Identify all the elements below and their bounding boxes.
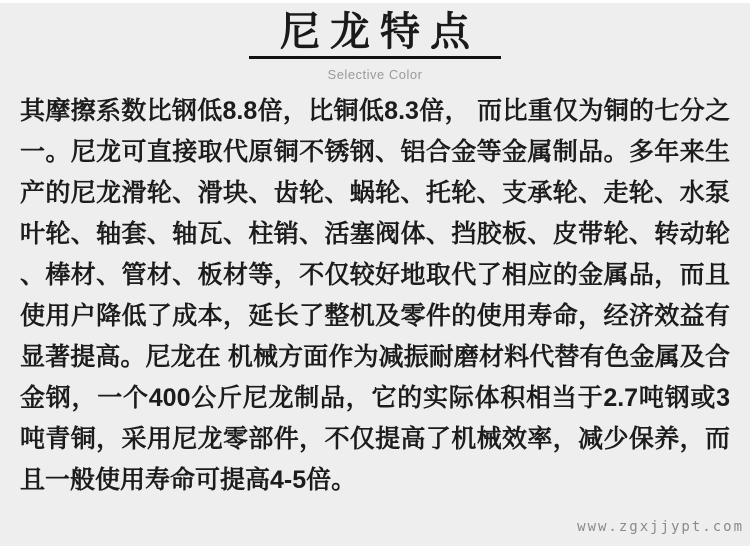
- paragraph-line: 显著提高。尼龙在 机械方面作为减振耐磨材料代替有色金属及合: [20, 343, 730, 371]
- paragraph-line: 吨青铜，采用尼龙零部件，不仅提高了机械效率，减少保养，而: [20, 425, 730, 453]
- paragraph-line: 一。尼龙可直接取代原铜不锈钢、铝合金等金属制品。多年来生: [20, 138, 730, 166]
- paragraph-line: 金钢，一个400公斤尼龙制品，它的实际体积相当于2.7吨钢或3: [20, 384, 730, 412]
- page-title: 尼龙特点: [280, 10, 480, 54]
- title-underline-rule: [249, 56, 501, 59]
- paragraph-line: 叶轮、轴套、轴瓦、柱销、活塞阀体、挡胶板、皮带轮、转动轮: [20, 220, 730, 248]
- body-paragraph: [20, 91, 730, 501]
- paragraph-line: 使用户降低了成本，延长了整机及零件的使用寿命，经济效益有: [20, 302, 730, 330]
- paragraph-line: 、棒材、管材、板材等，不仅较好地取代了相应的金属品，而且: [20, 261, 730, 289]
- header: [0, 3, 750, 82]
- paragraph-line: 且一般使用寿命可提高4-5倍。: [20, 466, 357, 494]
- content-panel: [0, 3, 750, 546]
- watermark-url: www.zgxjjypt.com: [577, 519, 744, 535]
- paragraph-line: 其摩擦系数比钢低8.8倍，比铜低8.3倍， 而比重仅为铜的七分之: [20, 97, 730, 125]
- paragraph-line: 产的尼龙滑轮、滑块、齿轮、蜗轮、托轮、支承轮、走轮、水泵: [20, 179, 730, 207]
- page-subtitle: Selective Color: [327, 67, 423, 82]
